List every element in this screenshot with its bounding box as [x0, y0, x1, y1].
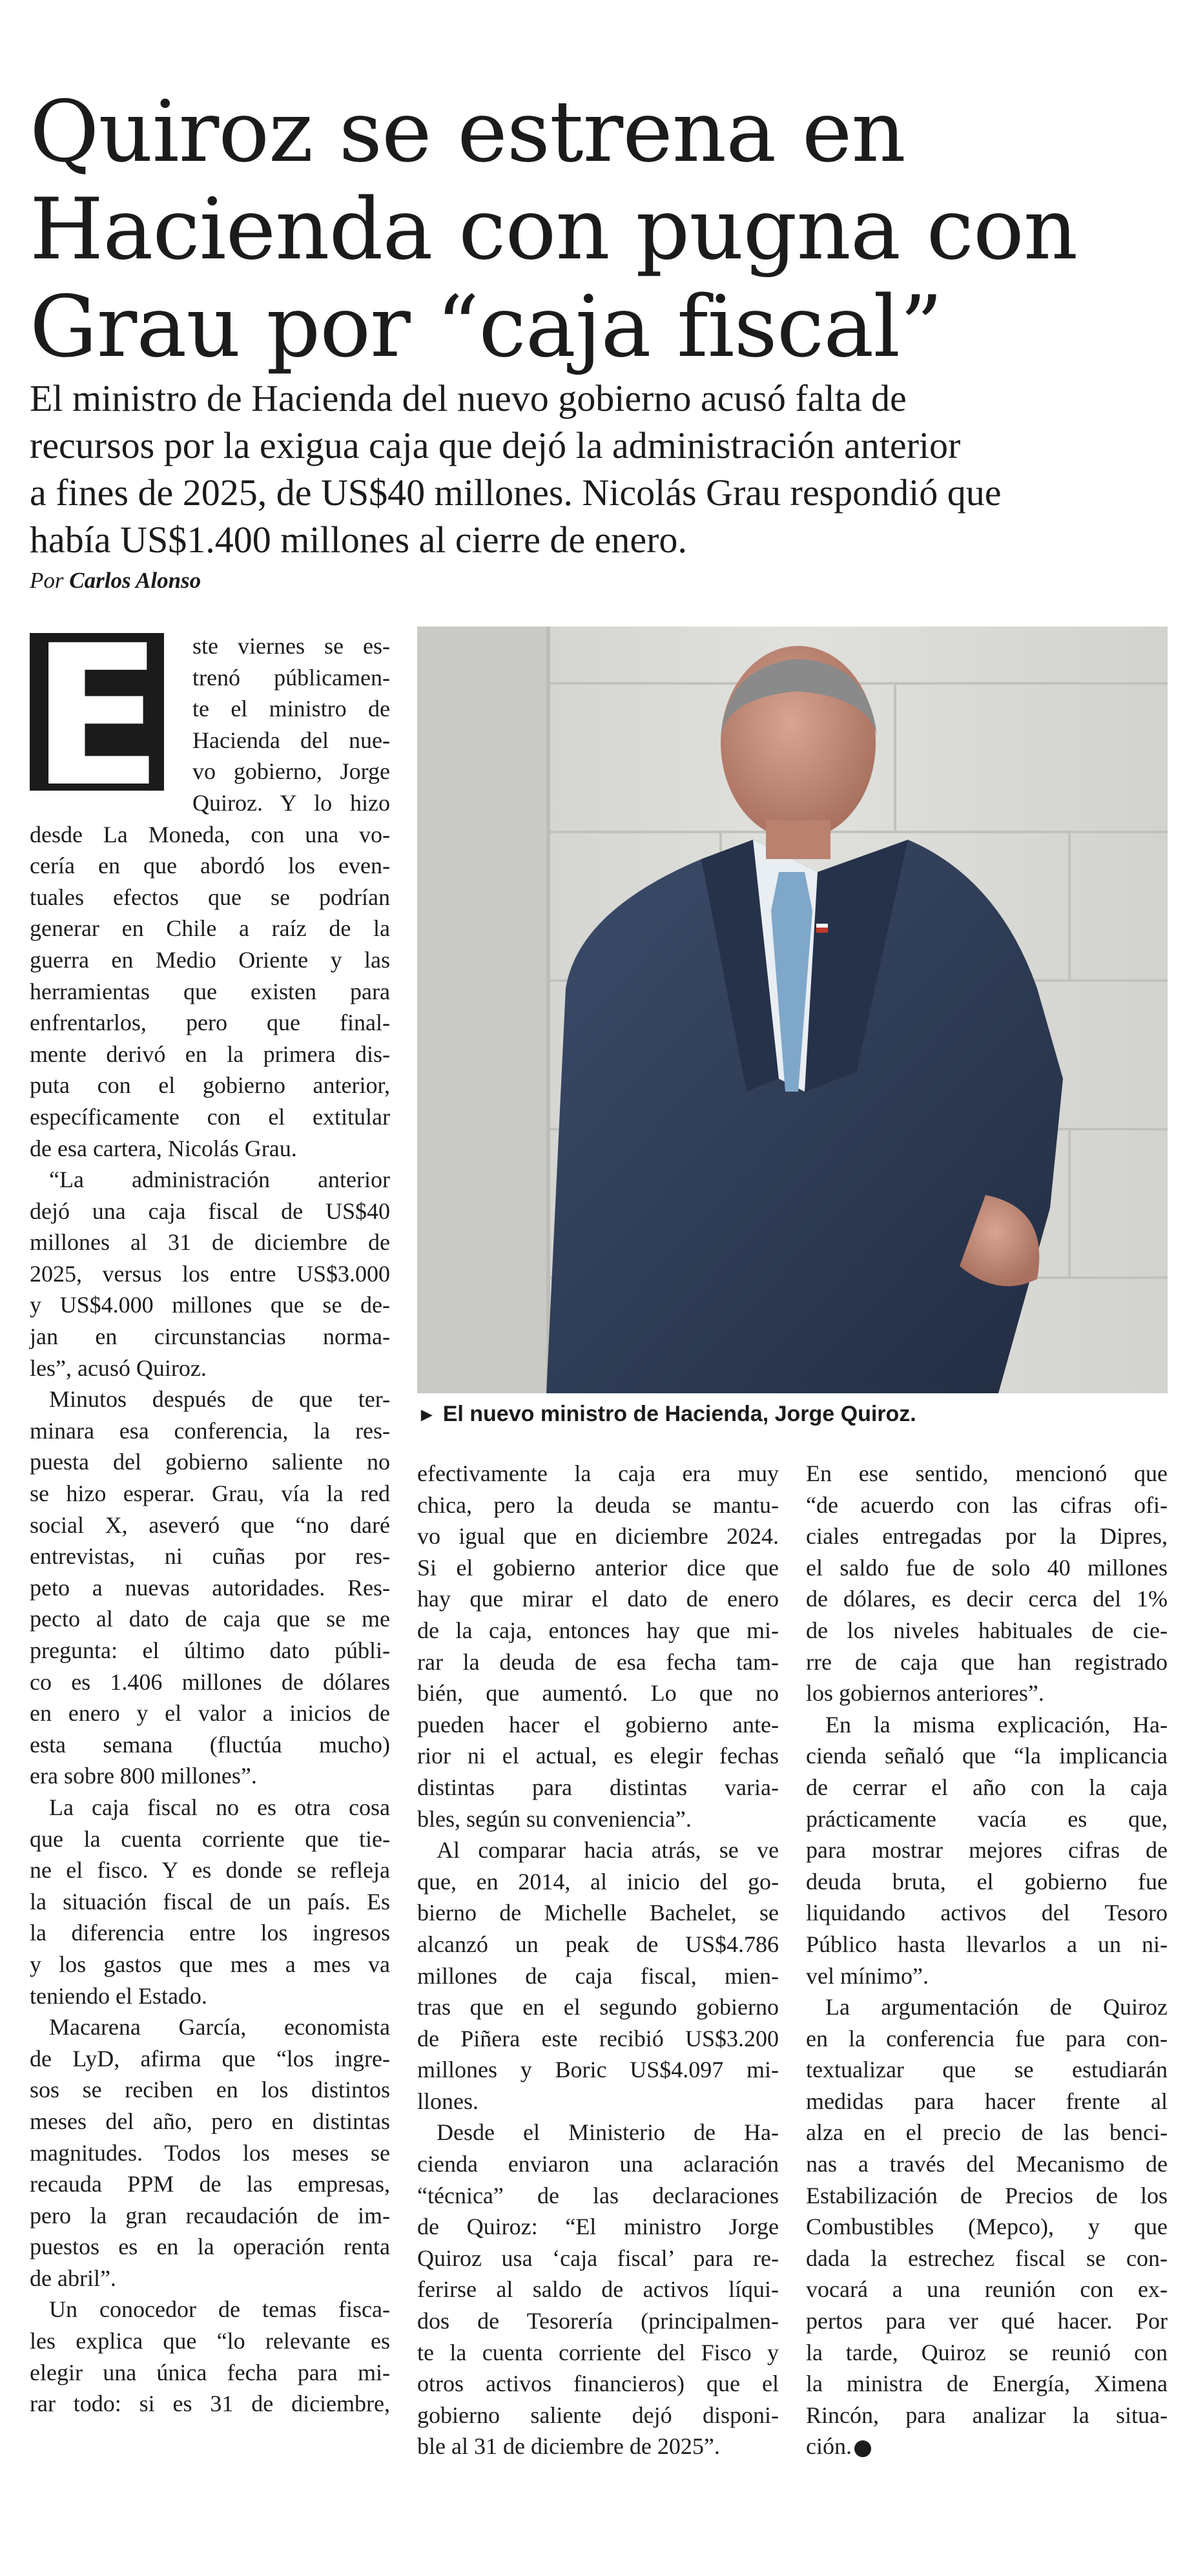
- body-text-line: ble al 31 de diciembre de 2025”.: [417, 2433, 720, 2460]
- body-text-line: rar todo: si es 31 de diciembre,: [30, 2391, 390, 2417]
- body-text-line: “técnica” de las declaraciones: [417, 2182, 779, 2208]
- drop-cap-letter: E: [30, 604, 163, 829]
- body-text-line: y US$4.000 millones que se de-: [30, 1292, 390, 1318]
- body-text-line: En la misma explicación, Ha-: [825, 1711, 1168, 1738]
- body-text-line: “La administración anterior: [49, 1167, 390, 1193]
- body-text-line: llones.: [417, 2088, 479, 2114]
- body-text-line: para mostrar mejores cifras de: [806, 1837, 1168, 1864]
- body-text-line: Quiroz. Y lo hizo: [192, 789, 390, 816]
- body-column-2: [417, 1458, 779, 2462]
- body-text-line: en enero y el valor a inicios de: [30, 1700, 390, 1727]
- body-text-line: elegir una única fecha para mi-: [30, 2359, 390, 2385]
- body-text-line: otros activos financieros) que el: [417, 2371, 779, 2397]
- headline-line: Grau por “caja fiscal”: [30, 276, 943, 376]
- body-text-line: vel mínimo”.: [806, 1962, 929, 1989]
- body-text-line: de dólares, es decir cerca del 1%: [806, 1586, 1168, 1612]
- body-text-line: les”, acusó Quiroz.: [30, 1355, 207, 1381]
- body-text-line: la ministra de Energía, Ximena: [806, 2371, 1168, 2397]
- body-text-line: pregunta: el último dato públi-: [30, 1637, 390, 1663]
- body-text-line: y los gastos que mes a mes va: [30, 1951, 390, 1977]
- body-text-line: rar la deuda de esa fecha tam-: [417, 1648, 779, 1675]
- body-text-line: deuda bruta, el gobierno fue: [806, 1868, 1168, 1895]
- body-text-line: ciales entregadas por la Dipres,: [806, 1523, 1168, 1550]
- photo-portrait-icon: [417, 627, 1168, 1393]
- body-text-line: de Piñera este recibió US$3.200: [417, 2025, 779, 2051]
- headline-line: Quiroz se estrena en: [30, 81, 905, 181]
- body-text-line: gobierno saliente dejó disponi-: [417, 2402, 779, 2428]
- body-text-line: la tarde, Quiroz se reunió con: [806, 2339, 1168, 2365]
- body-text-line: la situación fiscal de un país. Es: [30, 1888, 390, 1915]
- body-text-line: ferirse al saldo de activos líqui-: [417, 2276, 779, 2303]
- body-text-line: de abril”.: [30, 2265, 116, 2291]
- body-text-line: te el ministro de: [192, 696, 390, 722]
- body-text-line: Rincón, para analizar la situa-: [806, 2402, 1168, 2428]
- body-text-line: Si el gobierno anterior dice que: [417, 1554, 779, 1581]
- dek-line: a fines de 2025, de US$40 millones. Nicolás Grau respondió que: [30, 472, 1002, 514]
- body-text-line: de la caja, entonces hay que mi-: [417, 1617, 779, 1643]
- body-text-line: jan en circunstancias norma-: [30, 1324, 390, 1350]
- body-text-line: sos se reciben en los distintos: [30, 2077, 390, 2103]
- body-text-line: la diferencia entre los ingresos: [30, 1920, 390, 1946]
- caption-marker-icon: ►: [417, 1404, 437, 1426]
- body-text-line: era sobre 800 millones”.: [30, 1763, 257, 1789]
- body-text-line: nas a través del Mecanismo de: [806, 2151, 1168, 2177]
- byline-author: Carlos Alonso: [69, 568, 201, 593]
- body-text-line: pecto al dato de caja que se me: [30, 1606, 390, 1632]
- body-text-line: Estabilización de Precios de los: [806, 2182, 1168, 2208]
- body-text-line: dos de Tesorería (principalmen-: [417, 2308, 779, 2334]
- body-text-line: generar en Chile a raíz de la: [30, 915, 390, 942]
- body-text-line: cería en que abordó los even-: [30, 853, 390, 879]
- body-text-line: prácticamente vacía es que,: [806, 1805, 1168, 1832]
- body-column-3: [806, 1458, 1168, 2462]
- body-text-line: Al comparar hacia atrás, se ve: [437, 1837, 779, 1864]
- body-text-line: 2025, versus los entre US$3.000: [30, 1260, 390, 1287]
- dek-line: recursos por la exigua caja que dejó la administración anterior: [30, 424, 961, 466]
- body-text-line: social X, aseveró que “no daré: [30, 1511, 390, 1538]
- body-text-line: chica, pero la deuda se mantu-: [417, 1491, 779, 1518]
- photo-caption: [417, 1402, 1168, 1427]
- body-text-line: hay que mirar el dato de enero: [417, 1586, 779, 1612]
- body-text-line: pueden hacer el gobierno ante-: [417, 1711, 779, 1738]
- body-text-line: de los niveles habituales de cie-: [806, 1617, 1168, 1643]
- body-text-line: La caja fiscal no es otra cosa: [49, 1794, 390, 1820]
- body-text-line: vo igual que en diciembre 2024.: [417, 1523, 779, 1550]
- body-text-line: Desde el Ministerio de Ha-: [437, 2119, 779, 2146]
- body-text-line: ne el fisco. Y es donde se refleja: [30, 1857, 390, 1884]
- body-text-line: medidas para hacer frente al: [806, 2088, 1168, 2114]
- body-text-line: que, en 2014, al inicio del go-: [417, 1868, 779, 1895]
- body-text-line: Un conocedor de temas fisca-: [49, 2296, 390, 2323]
- body-column-1: [30, 630, 390, 2420]
- body-text-line: guerra en Medio Oriente y las: [30, 946, 390, 973]
- body-text-line: bles, según su conveniencia”.: [417, 1805, 692, 1832]
- body-text-line: recauda PPM de las empresas,: [30, 2171, 390, 2197]
- body-text-line: puestos es en la operación renta: [30, 2234, 390, 2260]
- byline: [30, 568, 201, 594]
- headline-line: Hacienda con pugna con: [30, 179, 1078, 278]
- article-photo: [417, 627, 1168, 1393]
- body-text-line: alcanzó un peak de US$4.786: [417, 1931, 779, 1957]
- body-text-line: Combustibles (Mepco), y que: [806, 2214, 1168, 2240]
- body-text-line: millones de caja fiscal, mien-: [417, 1962, 779, 1989]
- body-text-line: vocará a una reunión con ex-: [806, 2276, 1168, 2303]
- body-text-line: esta semana (fluctúa mucho): [30, 1731, 390, 1758]
- body-text-line: específicamente con el extitular: [30, 1103, 390, 1130]
- body-text-line: enfrentarlos, pero que final-: [30, 1010, 390, 1036]
- body-text-line: rior ni el actual, es elegir fechas: [417, 1743, 779, 1769]
- body-text-line: pertos para ver qué hacer. Por: [806, 2308, 1168, 2334]
- body-text-line: magnitudes. Todos los meses se: [30, 2139, 390, 2166]
- body-text-line: de LyD, afirma que “los ingre-: [30, 2045, 390, 2072]
- body-text-line: puesta del gobierno saliente no: [30, 1449, 390, 1475]
- body-text-line: pero la gran recaudación de im-: [30, 2202, 390, 2228]
- end-of-article-icon: [854, 2440, 871, 2457]
- body-text-line: Público hasta llevarlos a un ni-: [806, 1931, 1168, 1957]
- body-text-line: millones y Boric US$4.097 mi-: [417, 2057, 779, 2083]
- body-text-line: alza en el precio de las benci-: [806, 2119, 1168, 2146]
- body-text-line: mente derivó en la primera dis-: [30, 1041, 390, 1067]
- body-text-line: los gobiernos anteriores”.: [806, 1680, 1044, 1707]
- body-text-line: dada la estrechez fiscal se con-: [806, 2245, 1168, 2271]
- body-text-line: tuales efectos que se podrían: [30, 884, 390, 910]
- body-text-line: ción.: [806, 2431, 1168, 2462]
- body-text-line: vo gobierno, Jorge: [192, 758, 390, 785]
- body-text-line: co es 1.406 millones de dólares: [30, 1668, 390, 1695]
- dek-line: había US$1.400 millones al cierre de enero.: [30, 519, 687, 561]
- body-text-line: herramientas que existen para: [30, 978, 390, 1004]
- body-text-line: Minutos después de que ter-: [49, 1386, 390, 1413]
- body-text-line: liquidando activos del Tesoro: [806, 1900, 1168, 1926]
- body-text-line: en la conferencia fue para con-: [806, 2025, 1168, 2051]
- body-text-line: de Quiroz: “El ministro Jorge: [417, 2214, 779, 2240]
- dek: [30, 375, 1166, 563]
- body-text-line: rre de caja que han registrado: [806, 1648, 1168, 1675]
- body-text-line: Hacienda del nue-: [192, 727, 390, 753]
- headline: [30, 83, 1179, 375]
- body-text-line: Quiroz usa ‘caja fiscal’ para re-: [417, 2245, 779, 2271]
- body-text-line: ste viernes se es-: [192, 633, 390, 659]
- body-text-line: puta con el gobierno anterior,: [30, 1072, 390, 1099]
- body-text-line: efectivamente la caja era muy: [417, 1460, 779, 1486]
- body-text-line: el saldo fue de solo 40 millones: [806, 1554, 1168, 1581]
- body-text-line: peto a nuevas autoridades. Res-: [30, 1574, 390, 1601]
- body-text-line: cienda enviaron una aclaración: [417, 2151, 779, 2177]
- body-text-line: millones al 31 de diciembre de: [30, 1229, 390, 1256]
- body-text-line: teniendo el Estado.: [30, 1982, 207, 2009]
- byline-prefix: Por: [30, 568, 64, 593]
- body-text-line: distintas para distintas varia-: [417, 1774, 779, 1800]
- body-text-line: La argumentación de Quiroz: [825, 1994, 1168, 2020]
- body-text-line: de esa cartera, Nicolás Grau.: [30, 1135, 297, 1161]
- body-text-line: entrevistas, ni cuñas por res-: [30, 1543, 390, 1570]
- caption-text: El nuevo ministro de Hacienda, Jorge Quiroz.: [442, 1402, 916, 1426]
- body-text-line: bién, que aumentó. Lo que no: [417, 1680, 779, 1707]
- body-text-line: de cerrar el año con la caja: [806, 1774, 1168, 1800]
- body-text-line: En ese sentido, mencionó que: [806, 1460, 1168, 1486]
- body-text-line: que la cuenta corriente que tie-: [30, 1825, 390, 1852]
- body-text-line: bierno de Michelle Bachelet, se: [417, 1900, 779, 1926]
- body-text-line: Macarena García, economista: [49, 2014, 390, 2041]
- body-text-line: textualizar que se estudiarán: [806, 2057, 1168, 2083]
- body-text-line: meses del año, pero en distintas: [30, 2108, 390, 2134]
- body-text-line: trenó públicamen-: [192, 664, 390, 691]
- body-text-line: dejó una caja fiscal de US$40: [30, 1198, 390, 1224]
- body-text-line: les explica que “lo relevante es: [30, 2328, 390, 2354]
- body-text-line: te la cuenta corriente del Fisco y: [417, 2339, 779, 2365]
- body-text-line: cienda señaló que “la implicancia: [806, 1743, 1168, 1769]
- body-text-line: tras que en el segundo gobierno: [417, 1994, 779, 2020]
- body-text-line: “de acuerdo con las cifras ofi-: [806, 1491, 1168, 1518]
- body-text-line: desde La Moneda, con una vo-: [30, 821, 390, 847]
- body-text-line: se hizo esperar. Grau, vía la red: [30, 1480, 390, 1507]
- body-text-line: minara esa conferencia, la res-: [30, 1417, 390, 1444]
- dek-line: El ministro de Hacienda del nuevo gobierno acusó falta de: [30, 377, 907, 419]
